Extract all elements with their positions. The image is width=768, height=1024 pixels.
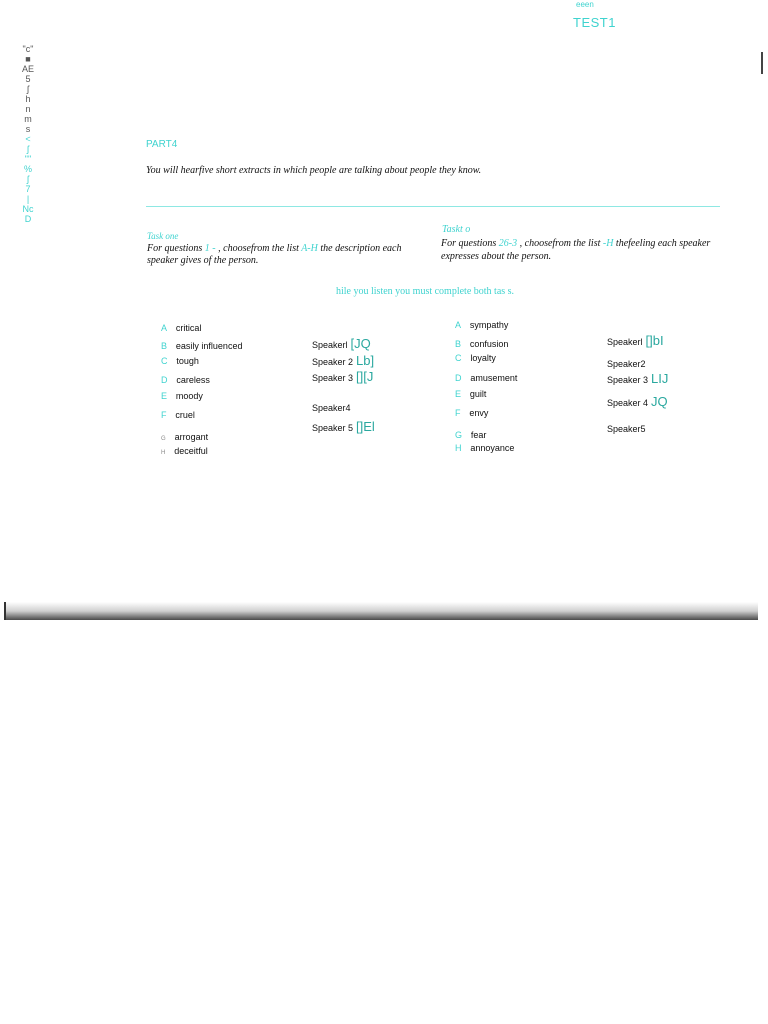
task-one-speaker	[312, 398, 354, 416]
option-letter: H	[455, 443, 462, 453]
task-one-option	[161, 318, 201, 336]
option-word: envy	[469, 408, 489, 418]
margin-glyph: ʃ	[27, 144, 29, 154]
speaker-label: Speaker4	[312, 403, 351, 413]
option-letter: B	[455, 339, 462, 349]
task-two-heading: Taskt o	[442, 224, 471, 235]
speaker-label: Speaker5	[607, 424, 646, 434]
answer-box[interactable]: JQ	[651, 394, 668, 409]
answer-box[interactable]: [][J	[356, 369, 374, 384]
answer-box[interactable]: LIJ	[651, 371, 669, 386]
task-two-option	[455, 384, 486, 402]
page-corner-mark	[4, 602, 6, 620]
answer-box[interactable]: []El	[356, 419, 375, 434]
answer-box[interactable]: [JQ	[350, 336, 371, 351]
margin-glyph: s	[25, 124, 31, 134]
task-two-speaker	[607, 419, 649, 437]
option-letter: B	[161, 341, 168, 351]
task-one-option	[161, 386, 203, 404]
margin-glyph: ʃ	[27, 84, 29, 94]
intro-text: You will hearfive short extracts in which people are talking about people they know.	[146, 165, 482, 176]
option-letter: C	[161, 356, 168, 366]
answer-box[interactable]: Lb]	[356, 353, 375, 368]
option-letter: G	[455, 430, 463, 440]
task-two-option	[455, 315, 508, 333]
margin-glyph: <	[25, 134, 31, 144]
question-range: 1 -	[204, 243, 216, 254]
task-one-option	[161, 405, 195, 423]
option-letter: G	[161, 436, 166, 442]
speaker-label: Speaker 2	[312, 357, 354, 367]
task-two-instructions	[441, 237, 721, 263]
option-word: cruel	[175, 410, 195, 420]
option-letter: H	[161, 450, 166, 456]
speaker-label: Speaker 5	[312, 423, 354, 433]
task-one-instructions	[147, 243, 407, 267]
task-one-speaker	[312, 368, 373, 386]
speaker-label: Speaker2	[607, 359, 646, 369]
margin-glyph: %	[23, 164, 32, 174]
margin-glyph: "c"	[22, 44, 34, 54]
instr-text: the description each speaker gives of the person.	[147, 243, 402, 266]
option-word: annoyance	[470, 443, 515, 453]
speaker-label: Speaker 3	[312, 373, 354, 383]
option-word: arrogant	[174, 432, 209, 442]
both-tasks-note: hile you listen you must complete both tas s.	[336, 286, 515, 297]
option-word: deceitful	[174, 446, 208, 456]
task-two-option	[455, 348, 496, 366]
option-word: guilt	[469, 389, 487, 399]
task-two-speaker	[607, 370, 668, 388]
margin-glyph: h	[25, 94, 31, 104]
option-word: moody	[175, 391, 203, 401]
task-two-speaker	[607, 393, 668, 411]
option-letter: A	[455, 320, 462, 330]
task-one-option	[161, 441, 208, 459]
speaker-label: Speakerl	[312, 340, 348, 350]
instr-text: , choosefrom the list	[215, 243, 302, 254]
option-word: confusion	[469, 339, 509, 349]
speaker-label: Speaker 3	[607, 375, 649, 385]
option-letter: D	[455, 373, 462, 383]
header-small-text: eeen	[576, 0, 594, 9]
margin-glyph: m	[24, 114, 32, 124]
option-letter: E	[455, 389, 462, 399]
task-one-speaker	[312, 335, 371, 353]
part-label: PART4	[146, 139, 178, 150]
option-range: -H	[602, 238, 614, 249]
margin-glyph: D	[24, 214, 32, 224]
task-two-option	[455, 438, 514, 456]
speaker-label: Speaker 4	[607, 398, 649, 408]
margin-glyph: 5	[25, 74, 31, 84]
margin-strip	[20, 44, 36, 244]
instr-text: For questions	[147, 243, 205, 254]
margin-glyph: ""	[24, 154, 32, 164]
option-range: A-H	[301, 243, 318, 254]
instr-text: , choosefrom the list	[517, 238, 603, 249]
instr-text: thefeeling each speaker expresses about the person.	[441, 238, 711, 262]
option-letter: D	[161, 375, 168, 385]
scan-edge-mark	[761, 52, 763, 74]
task-one-option	[161, 351, 199, 369]
option-word: careless	[176, 375, 210, 385]
divider	[146, 206, 720, 207]
margin-glyph: ■	[25, 54, 31, 64]
option-letter: A	[161, 323, 168, 333]
option-letter: F	[455, 408, 461, 418]
test-label: TEST1	[573, 15, 616, 30]
task-two-option	[455, 403, 488, 421]
speaker-label: Speakerl	[607, 337, 643, 347]
margin-glyph: |	[26, 194, 30, 204]
answer-box[interactable]: []bI	[645, 333, 664, 348]
task-two-speaker	[607, 332, 664, 350]
margin-glyph: Nc	[22, 204, 34, 214]
option-letter: F	[161, 410, 167, 420]
option-word: easily influenced	[175, 341, 243, 351]
instr-text: For questions	[441, 238, 499, 249]
option-letter: E	[161, 391, 168, 401]
option-word: loyalty	[470, 353, 496, 363]
margin-glyph: AE	[21, 64, 34, 74]
margin-glyph: ʃ	[27, 174, 29, 184]
option-word: tough	[176, 356, 199, 366]
option-word: critical	[175, 323, 202, 333]
option-word: fear	[470, 430, 487, 440]
option-word: amusement	[470, 373, 518, 383]
option-word: sympathy	[469, 320, 509, 330]
question-range: 26-3	[498, 238, 518, 249]
margin-glyph: n	[25, 104, 31, 114]
page-bottom-shadow	[4, 602, 758, 620]
margin-glyph: 7	[25, 184, 31, 194]
task-one-speaker	[312, 418, 375, 436]
option-letter: C	[455, 353, 462, 363]
task-one-heading: Task one	[147, 231, 179, 241]
